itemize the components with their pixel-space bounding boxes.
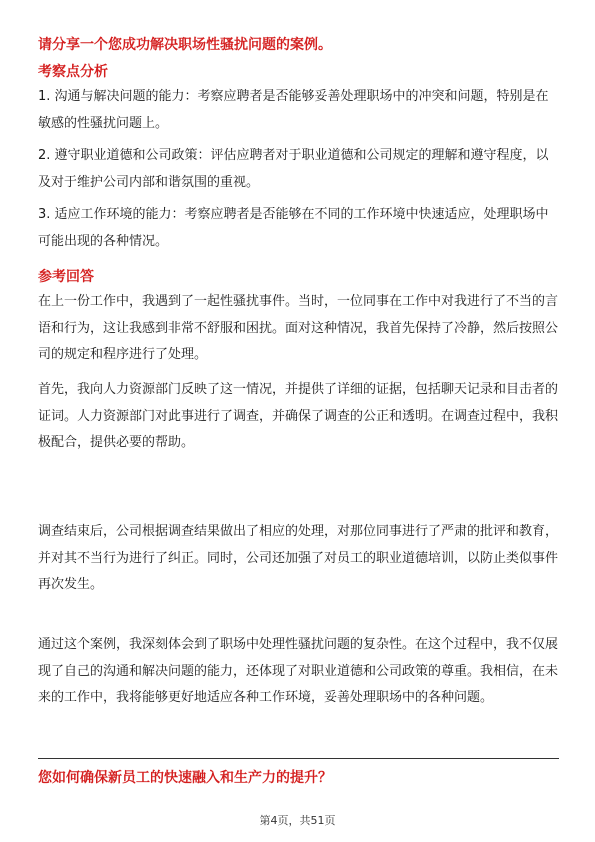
answer-heading: 参考回答 (38, 269, 94, 285)
analysis-point-1: 1. 沟通与解决问题的能力：考察应聘者是否能够妥善处理职场中的冲突和问题，特别是在敏感的性骚扰问题上。 (38, 89, 549, 131)
analysis-point-2: 2. 遵守职业道德和公司政策：评估应聘者对于职业道德和公司规定的理解和遵守程度，以及对于维护公司内部和谐氛围的重视。 (38, 148, 549, 190)
next-question-title: 您如何确保新员工的快速融入和生产力的提升？ (38, 770, 332, 786)
question-title: 请分享一个您成功解决职场性骚扰问题的案例。 (38, 37, 332, 53)
page-footer: 第4页，共51页 (259, 814, 336, 827)
section-divider (38, 758, 559, 759)
answer-paragraph-2: 首先，我向人力资源部门反映了这一情况，并提供了详细的证据，包括聊天记录和目击者的证词。人力资源部门对此事进行了调查，并确保了调查的公正和透明。在调查过程中，我积极配合，提供必要的帮助。 (38, 382, 559, 450)
analysis-heading: 考察点分析 (38, 64, 108, 80)
answer-paragraph-1: 在上一份工作中，我遇到了一起性骚扰事件。当时，一位同事在工作中对我进行了不当的言语和行为，这让我感到非常不舒服和困扰。面对这种情况，我首先保持了冷静，然后按照公司的规定和程序进行了处理。 (38, 294, 559, 362)
analysis-point-3: 3. 适应工作环境的能力：考察应聘者是否能够在不同的工作环境中快速适应，处理职场中可能出现的各种情况。 (38, 207, 549, 249)
answer-paragraph-3: 调查结束后，公司根据调查结果做出了相应的处理，对那位同事进行了严肃的批评和教育，并对其不当行为进行了纠正。同时，公司还加强了对员工的职业道德培训，以防止类似事件再次发生。 (38, 524, 559, 592)
answer-paragraph-4: 通过这个案例，我深刻体会到了职场中处理性骚扰问题的复杂性。在这个过程中，我不仅展现了自己的沟通和解决问题的能力，还体现了对职业道德和公司政策的尊重。我相信，在未来的工作中，我将能够更好地适应各种工作环境，妥善处理职场中的各种问题。 (38, 637, 559, 705)
